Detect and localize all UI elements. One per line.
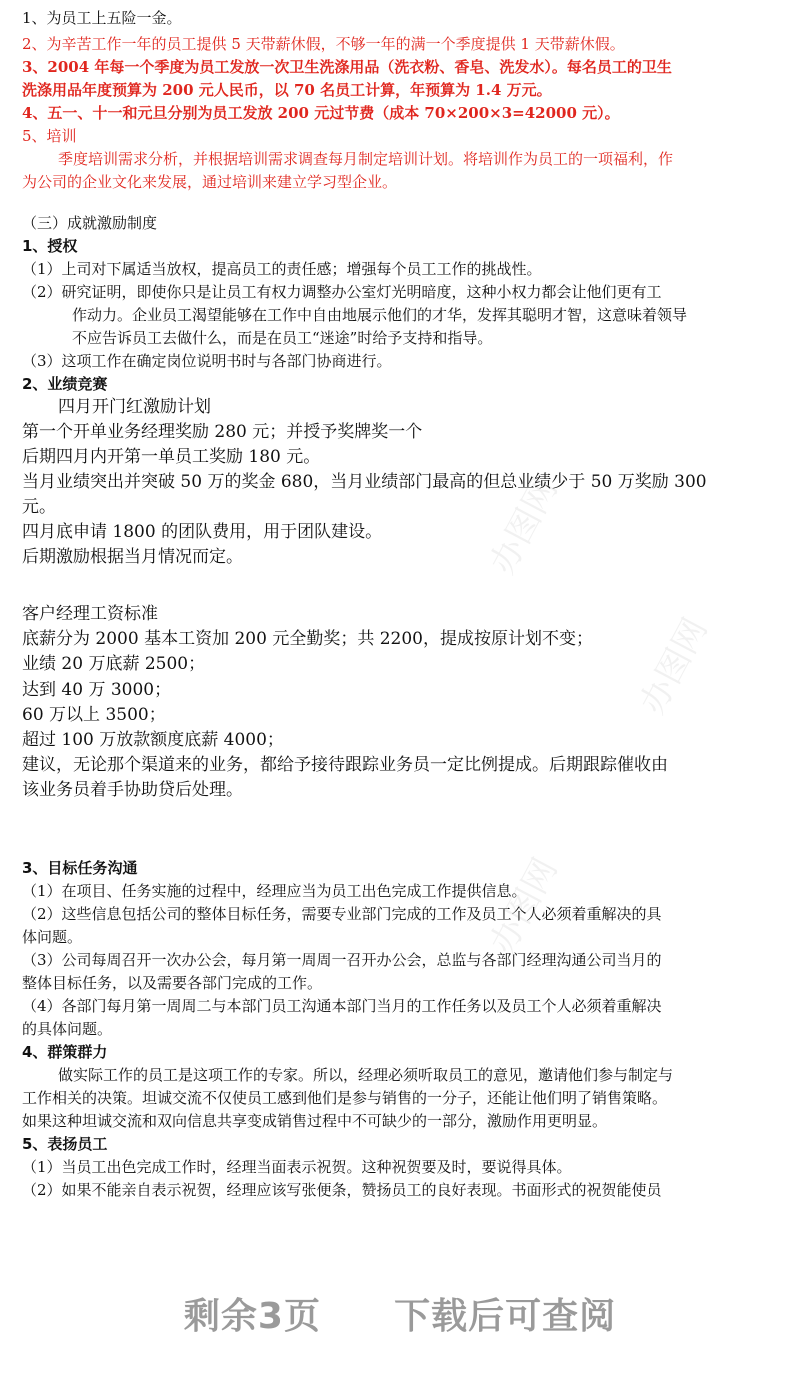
welfare-item-1: 1、为员工上五险一金。 [22, 9, 182, 27]
praise-line: （2）如果不能亲自表示祝贺，经理应该写张便条，赞扬员工的良好表现。书面形式的祝贺能使员 [22, 1181, 662, 1199]
goals-line: （3）公司每周召开一次办公会，每月第一周周一召开办公会，总监与各部门经理沟通公司当月的 [22, 951, 662, 969]
download-prompt[interactable] [0, 1288, 800, 1339]
salary-line: 该业务员着手协助贷后处理。 [22, 780, 243, 800]
goals-line: （1）在项目、任务实施的过程中，经理应当为员工出色完成工作提供信息。 [22, 882, 527, 900]
remaining-pages-text: 剩余3页 [183, 1296, 321, 1337]
salary-title: 客户经理工资标准 [22, 604, 158, 624]
empower-line: 作动力。企业员工渴望能够在工作中自由地展示他们的才华，发挥其聪明才智，这意味着领导 [72, 306, 688, 324]
goals-line: 的具体问题。 [22, 1020, 113, 1038]
empower-line: （2）研究证明，即使你只是让员工有权力调整办公室灯光明暗度，这种小权力都会让他们更有工 [22, 283, 662, 301]
welfare-item-3: 3、2004 年每一个季度为员工发放一次卫生洗涤用品（洗衣粉、香皂、洗发水）。每名员工的卫生 [22, 58, 672, 76]
salary-line: 底薪分为 2000 基本工资加 200 元全勤奖；共 2200，提成按原计划不变； [22, 629, 593, 649]
goals-line: 体问题。 [22, 928, 83, 946]
plan-title: 四月开门红激励计划 [58, 397, 211, 417]
salary-line: 达到 40 万 3000； [22, 680, 172, 700]
welfare-item-4: 4、五一、十一和元旦分别为员工发放 200 元过节费（成本 70×200×3=42000 元）。 [22, 104, 620, 122]
empower-heading: 1、授权 [22, 237, 78, 255]
goals-line: （2）这些信息包括公司的整体目标任务，需要专业部门完成的工作及员工个人必须着重解决的具 [22, 905, 662, 923]
plan-line: 后期激励根据当月情况而定。 [22, 547, 243, 567]
plan-line: 四月底申请 1800 的团队费用，用于团队建设。 [22, 522, 383, 542]
watermark: 办图网 [482, 851, 566, 961]
welfare-item-2: 2、为辛苦工作一年的员工提供 5 天带薪休假，不够一年的满一个季度提供 1 天带薪休假。 [22, 35, 625, 53]
watermark: 办图网 [482, 471, 566, 581]
welfare-item-5: 5、培训 [22, 127, 77, 145]
salary-line: 超过 100 万放款额度底薪 4000； [22, 730, 284, 750]
download-to-view-text: 下载后可查阅 [394, 1296, 617, 1337]
goals-heading: 3、目标任务沟通 [22, 859, 138, 877]
welfare-training-text-cont: 为公司的企业文化来发展，通过培训来建立学习型企业。 [22, 173, 398, 191]
praise-line: （1）当员工出色完成工作时，经理当面表示祝贺。这种祝贺要及时，要说得具体。 [22, 1158, 572, 1176]
welfare-item-3-cont: 洗涤用品年度预算为 200 元人民币，以 70 名员工计算，年预算为 1.4 万元。 [22, 81, 552, 99]
plan-line: 后期四月内开第一单员工奖励 180 元。 [22, 447, 321, 467]
group-line: 做实际工作的员工是这项工作的专家。所以，经理必须听取员工的意见，邀请他们参与制定与 [58, 1066, 674, 1084]
welfare-training-text: 季度培训需求分析，并根据培训需求调查每月制定培训计划。将培训作为员工的一项福利，作 [58, 150, 674, 168]
group-heading: 4、群策群力 [22, 1043, 108, 1061]
competition-heading: 2、业绩竞赛 [22, 375, 108, 393]
plan-line: 当月业绩突出并突破 50 万的奖金 680，当月业绩部门最高的但总业绩少于 50 万奖励 300 [22, 472, 707, 492]
salary-line: 业绩 20 万底薪 2500； [22, 654, 206, 674]
empower-line: 不应告诉员工去做什么，而是在员工“迷途”时给予支持和指导。 [72, 329, 493, 347]
empower-line: （3）这项工作在确定岗位说明书时与各部门协商进行。 [22, 352, 392, 370]
salary-line: 建议，无论那个渠道来的业务，都给予接待跟踪业务员一定比例提成。后期跟踪催收由 [22, 755, 668, 775]
salary-line: 60 万以上 3500； [22, 705, 166, 725]
goals-line: （4）各部门每月第一周周二与本部门员工沟通本部门当月的工作任务以及员工个人必须着重解决 [22, 997, 662, 1015]
plan-line: 第一个开单业务经理奖励 280 元；并授予奖牌奖一个 [22, 422, 423, 442]
group-line: 如果这种坦诚交流和双向信息共享变成销售过程中不可缺少的一部分，激励作用更明显。 [22, 1112, 608, 1130]
section-title: （三）成就激励制度 [22, 214, 158, 232]
group-line: 工作相关的决策。坦诚交流不仅使员工感到他们是参与销售的一分子，还能让他们明了销售策略。 [22, 1089, 668, 1107]
plan-line: 元。 [22, 497, 56, 517]
watermark: 办图网 [632, 611, 716, 721]
empower-line: （1）上司对下属适当放权，提高员工的责任感；增强每个员工工作的挑战性。 [22, 260, 542, 278]
goals-line: 整体目标任务，以及需要各部门完成的工作。 [22, 974, 323, 992]
praise-heading: 5、表扬员工 [22, 1135, 108, 1153]
